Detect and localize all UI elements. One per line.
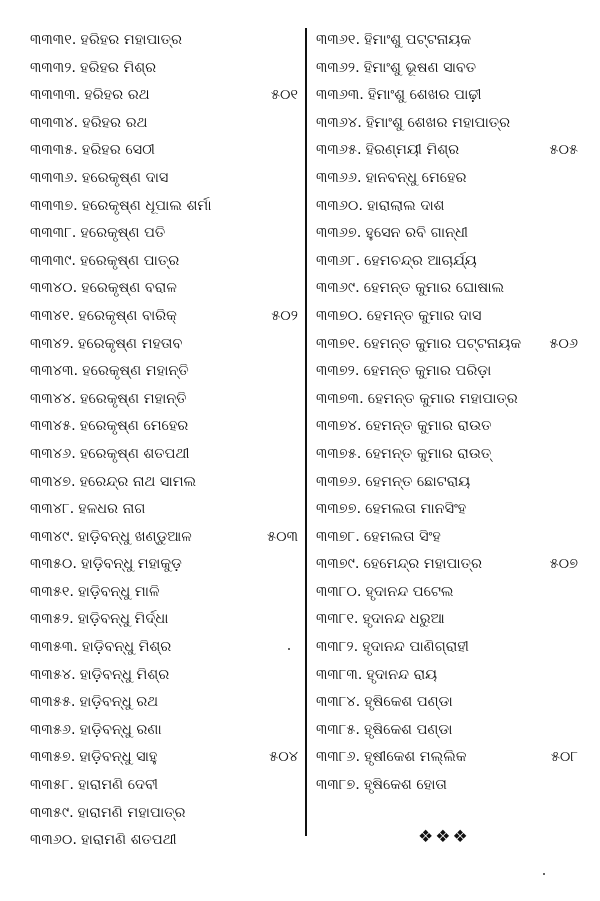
index-entry [30,110,298,138]
entry-name: ହିମାଂଶୁ ଭୂଷଣ ସାବତ [363,59,477,76]
index-entry [30,579,298,607]
entry-name: ହରିହର ମିଶ୍ର [80,59,157,76]
entry-separator: . [355,694,361,711]
index-entry [30,606,298,634]
entry-separator: . [356,142,362,159]
entry-separator: . [353,611,359,628]
print-speck [543,873,545,875]
index-entry [30,27,298,55]
entry-name: ହାଡ଼ିବନ୍ଧୁ ମିଶ୍ର [81,639,172,656]
entry-name: ହିମାଂଶୁ ଶେଖର ମହାପାତ୍ର [365,114,511,131]
entry-separator: . [356,501,362,518]
entry-separator: . [356,225,362,242]
entry-separator: . [70,473,76,490]
entry-page-ref: ୫୦୭ [549,556,578,573]
entry-number: ୩୩୭୦ [316,307,359,324]
entry-number: ୩୩୬୨ [316,59,356,76]
entry-name: ହେମନ୍ତ କୁମାର ମହାପାତ୍ର [367,390,518,407]
entry-name: ହେମନ୍ତ କୁମାର ପରିଡ଼ା [363,363,492,380]
entry-number: ୩୩୩୪ [30,114,74,131]
entry-separator: . [69,335,74,352]
entry-separator: . [71,418,76,435]
index-entry [316,248,578,276]
index-entry [30,496,298,524]
column-divider [305,28,307,836]
index-entry [30,165,298,193]
entry-name: ହାରାମଣି ମହାପାତ୍ର [77,804,186,821]
entry-number: ୩୩୫୩ [30,639,74,656]
entry-name: ହେମଲତା ମାନସିଂହ [365,501,467,518]
index-entry [30,551,298,579]
index-entry [316,689,578,717]
entry-number: ୩୩୩୧ [30,32,72,48]
entry-name: ହାଡ଼ିବନ୍ଧୁ ମିର୍ଦ୍ଧା [77,611,169,628]
entry-name: ହରିହର ସେଠୀ [81,142,155,159]
entry-separator: . [69,804,74,821]
entry-page-ref: ୫୦୬ [549,335,578,352]
entry-number: ୩୩୫୭ [30,749,71,766]
entry-separator: . [355,335,360,352]
index-entry [30,772,298,800]
entry-number: ୩୩୫୪ [30,666,72,683]
entry-name: ହାଡ଼ିବନ୍ଧୁ ରଥ [79,694,159,711]
entry-name: ହୃଦାନନ୍ଦ ପଟେଲ [365,583,454,600]
entry-number: ୩୩୪୮ [30,501,70,518]
entry-separator: . [356,473,362,490]
entry-number: ୩୩୩୯ [30,252,72,269]
entry-number: ୩୩୬୧ [316,32,356,48]
entry-name: ହରେକୃଷ୍ଣ ଶତପଥୀ [79,445,190,462]
entry-separator: . [357,666,363,683]
entry-name: ହରେକୃଷ୍ଣ ମେହେର [79,418,189,435]
index-entry [316,82,578,110]
entry-number: ୩୩୪୭ [30,473,71,490]
entry-number: ୩୩୮୧ [316,611,354,628]
entry-name: ହୃଦାନନ୍ଦ ପାଣିଗ୍ରାହୀ [362,639,469,656]
entry-name: ହରିହର ରଥ [84,87,150,104]
entry-name: ହରେନ୍ଦ୍ର ନାଥ ସାମଲ [79,473,197,490]
entry-name: ହିରଣ୍ମୟୀ ମିଶ୍ର [365,142,460,159]
entry-separator: . [75,87,81,104]
index-entry [316,772,578,800]
index-entry [30,55,298,83]
index-entry [316,551,578,579]
entry-separator: . [73,363,79,380]
index-entry [30,827,298,855]
index-entry [316,634,578,662]
entry-number: ୩୩୩୩ [30,87,76,104]
entry-number: ୩୩୫୯ [30,804,70,821]
entry-separator: . [73,639,78,656]
entry-number: ୩୩୫୨ [30,611,70,628]
index-entry [30,193,298,221]
entry-number: ୩୩୬୩ [316,87,360,104]
entry-number: ୩୩୪୩ [30,363,74,380]
entry-separator: . [70,721,76,738]
entry-separator: . [71,59,77,76]
entry-separator: . [358,307,363,324]
entry-separator: . [69,583,75,600]
entry-separator: . [70,694,76,711]
entry-name: ହେମଚନ୍ଦ୍ର ଆଚାର୍ଯ୍ୟ [364,252,477,269]
entry-number: ୩୩୮୫ [316,721,356,738]
index-entry [30,358,298,386]
entry-name: ହାଡ଼ିବନ୍ଧୁ ସାହୁ [79,749,158,766]
entry-name: ହେମନ୍ତ କୁମାର ରାଉତ୍ [365,445,492,462]
index-entry [30,331,298,359]
index-entry [30,303,298,331]
entry-number: ୩୩୫୬ [30,721,71,738]
entry-number: ୩୩୫୫ [30,694,71,711]
entry-separator: . [359,390,364,407]
entry-name: ହାରାମଣି ଦେବୀ [78,777,159,794]
entry-number: ୩୩୮୭ [316,777,356,794]
entry-name: ହେମନ୍ତ କୁମାର ପଟ୍ଟନାୟକ [363,335,522,352]
index-entry [30,662,298,690]
index-entry [316,275,578,303]
entry-separator: . [71,225,77,242]
entry-separator: . [73,169,78,186]
index-entry [316,606,578,634]
entry-separator: . [72,832,78,849]
entry-name: ହାଡ଼ିବନ୍ଧୁ ମାଳି [78,583,160,600]
entry-name: ହରେକୃଷ୍ଣ ଧୂପାଲ ଶର୍ମା [81,197,212,214]
entry-number: ୩୩୩୭ [30,197,74,214]
entry-separator: . [354,556,360,573]
print-speck [288,648,290,650]
entry-separator: . [71,252,77,269]
entry-separator: . [355,280,360,297]
index-entry [30,469,298,497]
entry-number: ୩୩୪୯ [30,528,70,545]
entry-number: ୩୩୪୬ [30,445,72,462]
index-entry [316,27,578,55]
entry-name: ହରେକୃଷ୍ଣ ପତି [80,225,166,242]
entry-name: ହରେକୃଷ୍ଣ ଦାସ [81,169,169,186]
entry-separator: . [356,418,362,435]
entry-number: ୩୩୫୧ [30,583,70,600]
entry-name: ହରିହର ମହାପାତ୍ର [80,32,182,48]
entry-number: ୩୩୬୦ [316,197,359,214]
entry-name: ହାଡ଼ିବନ୍ଧୁ ଖଣ୍ଡୁଆଳ [77,528,192,545]
entry-name: ହରେକୃଷ୍ଣ ବରାଳ [81,280,177,297]
entry-number: ୩୩୪୪ [30,390,72,407]
index-entry [316,386,578,414]
entry-name: ହରେକୃଷ୍ଣ ବାରିକ୍ [78,307,177,324]
entry-separator: . [69,528,74,545]
entry-number: ୩୩୬୦ [30,832,73,849]
entry-separator: . [353,639,359,656]
entry-number: ୩୩୬୪ [316,114,358,131]
entry-separator: . [357,169,362,186]
entry-name: ହରିହର ରଥ [82,114,148,131]
entry-name: ହାଡ଼ିବନ୍ଧୁ ମହାକୁଡ଼ [80,556,182,573]
entry-number: ୩୩୩୬ [30,169,74,186]
entry-number: ୩୩୩୫ [30,142,74,159]
entry-name: ହୃଦାନନ୍ଦ ରାୟ [366,666,438,683]
index-entry [30,248,298,276]
entry-number: ୩୩୭୬ [316,473,357,490]
entry-separator: . [355,721,361,738]
right-column [316,27,578,800]
entry-name: ହେମନ୍ତ କୁମାର ଦାସ [366,307,482,324]
index-entry [316,137,578,165]
entry-number: ୩୩୭୨ [316,363,355,380]
index-entry [30,413,298,441]
index-entry [316,662,578,690]
entry-name: ହାନବନ୍ଧୁ ମେହେର [365,169,467,186]
entry-name: ହରେକୃଷ୍ଣ ମହାନ୍ତି [82,363,189,380]
index-entry [316,55,578,83]
entry-separator: . [71,32,77,48]
entry-separator: . [355,749,361,766]
entry-separator: . [355,252,361,269]
index-entry [316,579,578,607]
end-ornament: ❖❖❖ [418,827,470,847]
entry-separator: . [355,59,360,76]
entry-number: ୩୩୬୮ [316,252,356,269]
index-entry [30,441,298,469]
index-entry [316,496,578,524]
entry-name: ହେମେନ୍ଦ୍ର ମହାପାତ୍ର [363,556,482,573]
entry-number: ୩୩୪୫ [30,418,72,435]
entry-page-ref: ୫୦୮ [550,749,578,766]
entry-number: ୩୩୪୨ [30,335,70,352]
entry-number: ୩୩୬୭ [316,225,357,242]
entry-name: ହେମନ୍ତ ଛୋଟରାୟ [365,473,471,490]
entry-number: ୩୩୪୧ [30,307,70,324]
entry-number: ୩୩୮୪ [316,694,356,711]
entry-number: ୩୩୭୧ [316,335,356,352]
entry-name: ହେମନ୍ତ କୁମାର ଘୋଷାଲ [363,280,505,297]
entry-number: ୩୩୬୬ [316,169,358,186]
entry-name: ହିମାଂଶୁ ଶେଖର ପାଢ଼ୀ [367,87,482,104]
index-entry [30,634,298,662]
left-column [30,27,298,855]
entry-number: ୩୩୭୭ [316,501,357,518]
entry-separator: . [355,528,360,545]
index-entry [316,331,578,359]
index-entry [30,82,298,110]
index-entry [316,220,578,248]
index-entry [316,303,578,331]
entry-name: ହରେକୃଷ୍ଣ ମହତାବ [77,335,183,352]
index-entry [30,689,298,717]
entry-name: ହରେକୃଷ୍ଣ ପାତ୍ର [80,252,180,269]
entry-number: ୩୩୮୬ [316,749,356,766]
entry-name: ହୃଷୀକେଶ ମଲ୍ଲିକ [364,749,467,766]
entry-separator: . [358,197,364,214]
entry-name: ହାରାଲାଲ ଦାଶ [367,197,445,214]
entry-name: ହୃଷିକେଶ ପଣ୍ଡା [364,694,453,711]
index-entry [30,524,298,552]
entry-separator: . [357,114,362,131]
entry-name: ହୃଷିକେଶ ପଣ୍ଡା [364,721,453,738]
entry-number: ୩୩୫୦ [30,556,73,573]
entry-separator: . [355,32,361,48]
index-entry [30,717,298,745]
index-entry [30,386,298,414]
entry-number: ୩୩୩୮ [30,225,72,242]
entry-number: ୩୩୬୫ [316,142,357,159]
entry-separator: . [355,777,360,794]
index-entry [316,441,578,469]
entry-name: ହଳଧର ନାଗ [78,501,146,518]
entry-number: ୩୩୭୫ [316,445,357,462]
entry-separator: . [71,445,76,462]
entry-separator: . [354,363,360,380]
entry-page-ref: ୫୦୫ [549,142,578,159]
index-entry [30,744,298,772]
entry-name: ହାଡ଼ିବନ୍ଧୁ ରଣା [79,721,162,738]
entry-number: ୩୩୬୯ [316,280,356,297]
index-entry [316,524,578,552]
index-entry [30,220,298,248]
index-entry [316,744,578,772]
entry-page-ref: ୫୦୪ [269,749,298,766]
index-entry [316,165,578,193]
entry-number: ୩୩୭୮ [316,528,356,545]
entry-name: ହାଡ଼ିବନ୍ଧୁ ମିଶ୍ର [79,666,170,683]
index-entry [316,717,578,745]
entry-number: ୩୩୮୩ [316,666,358,683]
entry-number: ୩୩୮୨ [316,639,354,656]
entry-separator: . [69,307,75,324]
index-entry [30,275,298,303]
entry-number: ୩୩୭୪ [316,418,357,435]
entry-separator: . [73,114,79,131]
index-entry [316,469,578,497]
index-entry [316,110,578,138]
entry-page-ref: ୫୦୩ [267,528,298,545]
entry-page-ref: ୫୦୨ [271,307,298,324]
entry-separator: . [70,749,76,766]
entry-separator: . [69,611,74,628]
entry-page-ref: ୫୦୧ [270,87,298,104]
index-entry [316,358,578,386]
entry-name: ହେମନ୍ତ କୁମାର ରାଉତ [365,418,492,435]
entry-separator: . [69,777,75,794]
index-entry [316,413,578,441]
entry-number: ୩୩୪୦ [30,280,73,297]
entry-name: ହେମଲତା ସିଂହ [363,528,441,545]
entry-separator: . [72,556,77,573]
entry-separator: . [71,666,76,683]
entry-number: ୩୩୮୦ [316,583,357,600]
entry-name: ହରେକୃଷ୍ଣ ମହାନ୍ତି [80,390,187,407]
index-entry [316,193,578,221]
index-entry [30,800,298,828]
entry-number: ୩୩୩୨ [30,59,72,76]
index-entry [30,137,298,165]
entry-number: ୩୩୭୯ [316,556,355,573]
entry-name: ହାରାମଣି ଶତପଥୀ [81,832,177,849]
entry-name: ହୃଷିକେଶ ହୋତା [363,777,447,794]
entry-separator: . [71,390,76,407]
entry-separator: . [73,142,78,159]
entry-name: ହିମାଂଶୁ ପଟ୍ଟନାୟକ [364,32,472,48]
entry-name: ହୁସେନ ରବି ଗାନ୍ଧୀ [365,225,469,242]
entry-number: ୩୩୫୮ [30,777,70,794]
entry-number: ୩୩୭୩ [316,390,360,407]
entry-separator: . [69,501,75,518]
entry-separator: . [359,87,364,104]
entry-separator: . [356,583,362,600]
entry-separator: . [72,280,78,297]
entry-separator: . [356,445,362,462]
entry-separator: . [73,197,78,214]
entry-name: ହୃଦାନନ୍ଦ ଧରୁଆ [362,611,445,628]
